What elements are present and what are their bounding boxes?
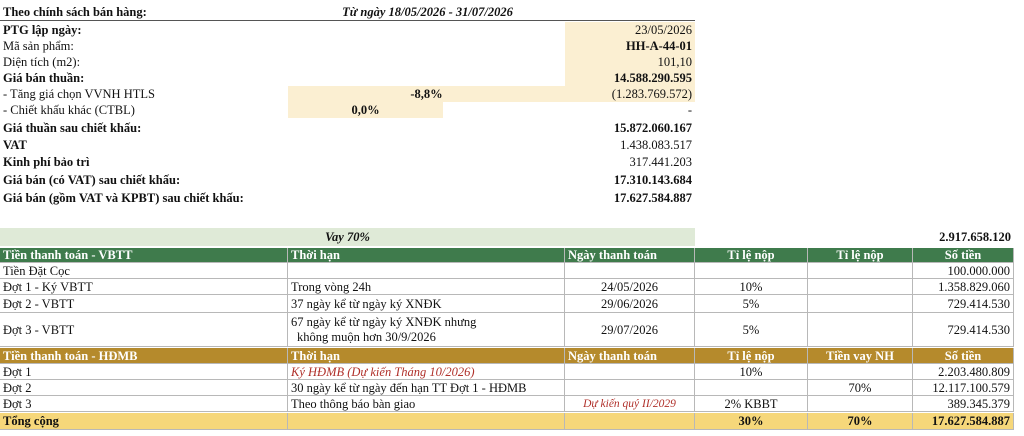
hdmb-col-date: Ngày thanh toán [565,348,695,364]
row-rate: 10% [695,279,808,295]
price-vat-value: 17.310.143.684 [613,173,692,187]
row-amount: 389.345.379 [913,396,1014,412]
area-value: 101,10 [565,54,695,70]
row-date [565,364,695,380]
row-rate2 [808,313,913,347]
ctbl-label: - Chiết khấu khác (CTBL) [3,103,135,117]
row-date: 29/07/2026 [565,313,695,347]
vbtt-col-rate: Tỉ lệ nộp [695,248,808,263]
row-name: Đợt 3 - VBTT [0,313,288,347]
row-term: 37 ngày kể từ ngày ký XNĐK [288,295,565,313]
row-loan: 70% [808,380,913,396]
ctbl-value: - [687,103,692,117]
summary-row-after-discount [0,120,695,136]
summary-row-ctbl [0,102,695,118]
row-name: Đợt 2 [0,380,288,396]
vbtt-col-date: Ngày thanh toán [565,248,695,263]
vbtt-col-name: Tiền thanh toán - VBTT [0,248,288,263]
summary-row-net [0,70,695,86]
row-amount: 12.117.100.579 [913,380,1014,396]
row-term: Ký HĐMB (Dự kiến Tháng 10/2026) [288,364,565,380]
row-rate [695,380,808,396]
row-loan [808,396,913,412]
loan-row [0,228,1024,246]
code-label: Mã sản phẩm: [3,39,74,53]
maintenance-value: 317.441.203 [629,155,692,169]
row-date: Dự kiến quý II/2029 [565,396,695,412]
after-discount-label: Giá thuần sau chiết khấu: [3,121,142,135]
row-term: Trong vòng 24h [288,279,565,295]
row-rate: 5% [695,313,808,347]
row-rate [695,263,808,279]
row-date: 24/05/2026 [565,279,695,295]
hdmb-col-loan: Tiền vay NH [808,348,913,364]
policy-period: Từ ngày 18/05/2026 - 31/07/2026 [342,5,513,19]
row-name: Đợt 2 - VBTT [0,295,288,313]
ctbl-pct: 0,0% [288,102,443,118]
row-term-line1: 67 ngày kể từ ngày ký XNĐK nhưng [291,315,477,329]
hdmb-col-amount: Số tiền [913,348,1014,364]
code-value: HH-A-44-01 [565,38,695,54]
ptg-label: PTG lập ngày: [3,23,82,37]
vvnh-pct: -8,8% [288,86,565,102]
total-label: Tổng cộng [0,413,288,430]
table-row [0,396,1014,412]
row-date [565,263,695,279]
summary-row-vat [0,137,695,153]
row-term: Theo thông báo bàn giao [288,396,565,412]
table-row [0,279,1014,295]
total-amount: 17.627.584.887 [913,413,1014,430]
vat-label: VAT [3,138,27,152]
row-date: 29/06/2026 [565,295,695,313]
vbtt-col-rate2: Tỉ lệ nộp [808,248,913,263]
row-rate2 [808,295,913,313]
row-loan [808,364,913,380]
row-amount: 2.203.480.809 [913,364,1014,380]
price-full-label: Giá bán (gồm VAT và KPBT) sau chiết khấu: [3,191,244,205]
vvnh-label: - Tăng giá chọn VVNH HTLS [3,87,155,101]
loan-value: 2.917.658.120 [939,230,1011,244]
hdmb-col-term: Thời hạn [288,348,565,364]
row-rate2 [808,263,913,279]
price-full-value: 17.627.584.887 [613,191,692,205]
table-row [0,263,1014,279]
ptg-value: 23/05/2026 [565,22,695,38]
summary-row-area [0,54,695,70]
vbtt-header-row [0,248,1014,263]
summary-row-price-full [0,190,695,206]
vvnh-value: (1.283.769.572) [565,86,695,102]
row-name: Đợt 1 [0,364,288,380]
hdmb-col-name: Tiền thanh toán - HĐMB [0,348,288,364]
vat-value: 1.438.083.517 [620,138,692,152]
row-date [565,380,695,396]
price-vat-label: Giá bán (có VAT) sau chiết khấu: [3,173,181,187]
row-name: Đợt 1 - Ký VBTT [0,279,288,295]
vbtt-col-amount: Số tiền [913,248,1014,263]
row-amount: 729.414.530 [913,313,1014,347]
row-amount: 1.358.829.060 [913,279,1014,295]
hdmb-col-rate: Tỉ lệ nộp [695,348,808,364]
net-value: 14.588.290.595 [565,70,695,86]
table-row [0,313,1014,347]
maintenance-label: Kinh phí bảo trì [3,155,90,169]
after-discount-value: 15.872.060.167 [613,121,692,135]
row-term: 30 ngày kể từ ngày đến hạn TT Đợt 1 - HĐMB [288,380,565,396]
row-rate: 10% [695,364,808,380]
row-name: Tiền Đặt Cọc [0,263,288,279]
row-term-line2: không muộn hơn 30/9/2026 [297,330,436,344]
total-term-empty [288,413,565,430]
total-date-empty [565,413,695,430]
policy-row [0,4,695,21]
table-row [0,295,1014,313]
vbtt-col-term: Thời hạn [288,248,565,263]
net-label: Giá bán thuần: [3,71,85,85]
table-row [0,364,1014,380]
hdmb-header-row [0,348,1014,364]
total-rate: 30% [695,413,808,430]
area-label: Diện tích (m2): [3,55,81,69]
row-name: Đợt 3 [0,396,288,412]
summary-row-ptg [0,22,695,38]
row-amount: 100.000.000 [913,263,1014,279]
loan-label: Vay 70% [0,228,695,246]
policy-label: Theo chính sách bán hàng: [3,5,147,19]
row-term [288,313,565,347]
row-rate2 [808,279,913,295]
row-rate: 2% KBBT [695,396,808,412]
table-row [0,380,1014,396]
row-term [288,263,565,279]
total-loan: 70% [808,413,913,430]
summary-row-maintenance [0,154,695,170]
summary-row-code [0,38,695,54]
row-rate: 5% [695,295,808,313]
summary-row-price-vat [0,172,695,188]
row-amount: 729.414.530 [913,295,1014,313]
total-row [0,413,1014,430]
summary-row-vvnh [0,86,695,102]
